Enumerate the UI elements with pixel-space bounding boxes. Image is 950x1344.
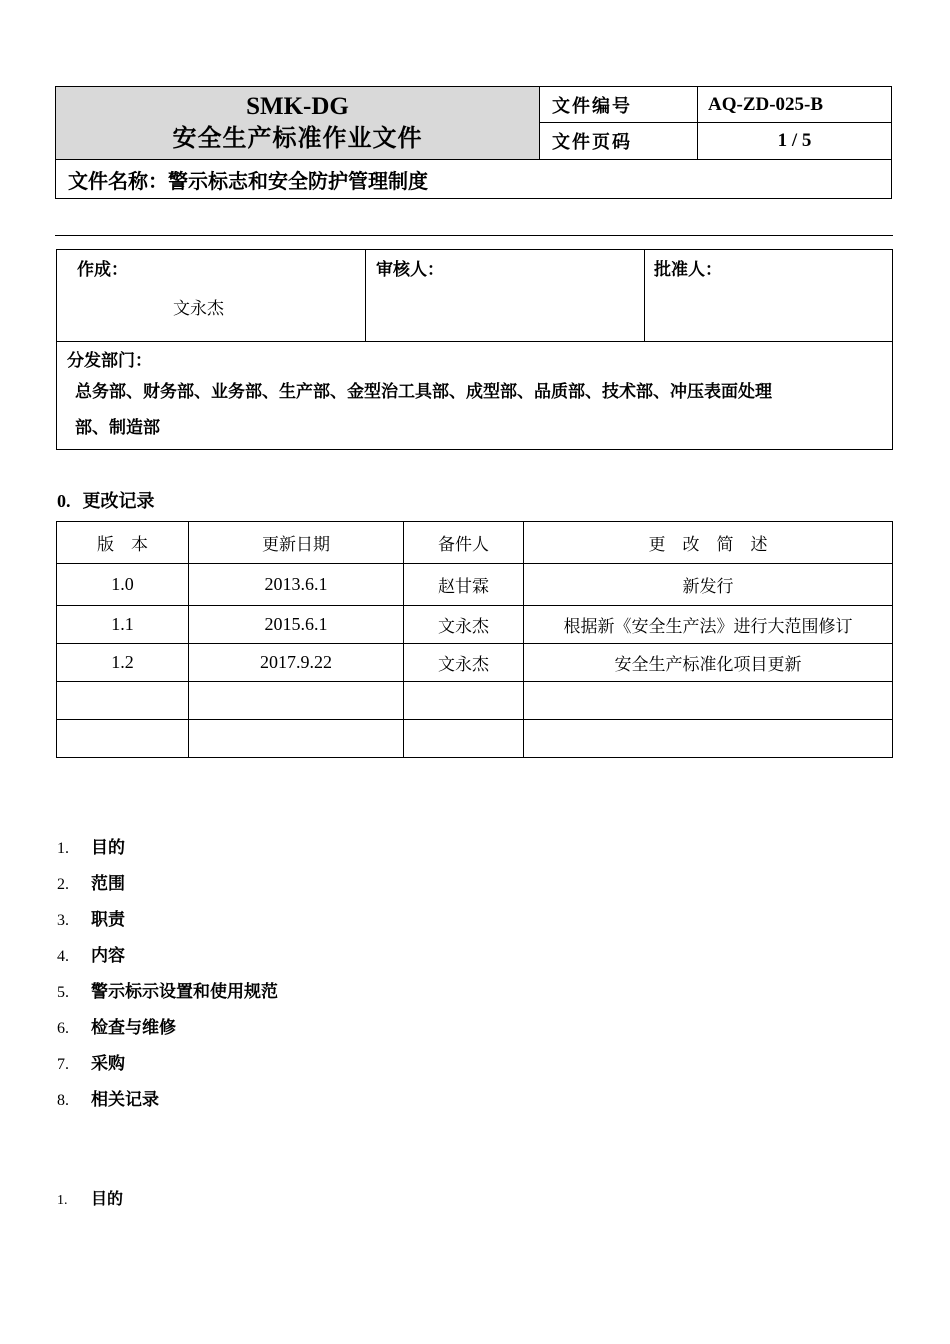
cell-date: 2013.6.1 bbox=[189, 564, 404, 606]
cell-date: 2015.6.1 bbox=[189, 606, 404, 644]
table-row bbox=[57, 606, 893, 644]
page-number: 1 / 5 bbox=[698, 123, 892, 160]
cell-summary: 根据新《安全生产法》进行大范围修订 bbox=[524, 606, 893, 644]
author-cell bbox=[57, 250, 366, 342]
document-name: 文件名称：警示标志和安全防护管理制度 bbox=[56, 160, 892, 199]
table-row bbox=[57, 682, 893, 720]
toc-item: 6. 检查与维修 bbox=[57, 1018, 176, 1038]
cell-summary: 新发行 bbox=[524, 564, 893, 606]
cell-version: 1.0 bbox=[57, 564, 189, 606]
cell-date bbox=[189, 682, 404, 720]
reviewer-label: 审核人： bbox=[376, 260, 444, 280]
cell-summary bbox=[524, 682, 893, 720]
document-type: 安全生产标准作业文件 bbox=[172, 123, 423, 152]
separator-line bbox=[55, 235, 893, 236]
section-number: 0. bbox=[57, 491, 71, 511]
cell-version bbox=[57, 682, 189, 720]
table-row bbox=[57, 644, 893, 682]
approval-table bbox=[56, 249, 893, 450]
cell-person bbox=[404, 720, 524, 758]
col-header-person: 备件人 bbox=[404, 522, 524, 564]
cell-person: 文永杰 bbox=[404, 606, 524, 644]
section-title: 更改记录 bbox=[82, 491, 155, 512]
company-name: SMK-DG bbox=[246, 93, 349, 120]
cell-version: 1.2 bbox=[57, 644, 189, 682]
toc-item: 1. 目的 bbox=[57, 838, 125, 858]
distribution-cell bbox=[57, 342, 893, 450]
cell-version: 1.1 bbox=[57, 606, 189, 644]
approver-label: 批准人： bbox=[654, 260, 722, 280]
toc-item: 8. 相关记录 bbox=[57, 1090, 159, 1110]
cell-person: 赵甘霖 bbox=[404, 564, 524, 606]
cell-summary: 安全生产标准化项目更新 bbox=[524, 644, 893, 682]
distribution-label: 分发部门： bbox=[67, 351, 152, 371]
cell-summary bbox=[524, 720, 893, 758]
toc-item: 4. 内容 bbox=[57, 946, 125, 966]
change-record-heading bbox=[57, 487, 155, 513]
approver-cell bbox=[645, 250, 893, 342]
col-header-version: 版 本 bbox=[57, 522, 189, 564]
distribution-line-2: 部、制造部 bbox=[75, 418, 160, 438]
cell-person bbox=[404, 682, 524, 720]
cell-date: 2017.9.22 bbox=[189, 644, 404, 682]
doc-number-label: 文件编号 bbox=[540, 87, 698, 123]
toc-item: 3. 职责 bbox=[57, 910, 125, 930]
document-header bbox=[55, 86, 892, 199]
table-header-row bbox=[57, 522, 893, 564]
cell-person: 文永杰 bbox=[404, 644, 524, 682]
reviewer-cell bbox=[366, 250, 645, 342]
header-title-cell bbox=[56, 87, 540, 160]
table-row bbox=[57, 720, 893, 758]
cell-date bbox=[189, 720, 404, 758]
distribution-line-1: 总务部、财务部、业务部、生产部、金型治工具部、成型部、品质部、技术部、冲压表面处理 bbox=[75, 382, 772, 402]
col-header-summary: 更 改 简 述 bbox=[524, 522, 893, 564]
col-header-date: 更新日期 bbox=[189, 522, 404, 564]
toc-item: 7. 采购 bbox=[57, 1054, 125, 1074]
page-label: 文件页码 bbox=[540, 123, 698, 160]
toc-item: 5. 警示标示设置和使用规范 bbox=[57, 982, 278, 1002]
cell-version bbox=[57, 720, 189, 758]
doc-number: AQ-ZD-025-B bbox=[698, 87, 892, 123]
change-record-table bbox=[56, 521, 893, 758]
toc-item: 2. 范围 bbox=[57, 874, 125, 894]
author-label: 作成： bbox=[77, 260, 128, 280]
section-1-heading: 1. 目的 bbox=[57, 1189, 124, 1208]
author-name: 文永杰 bbox=[173, 299, 224, 319]
table-row bbox=[57, 564, 893, 606]
